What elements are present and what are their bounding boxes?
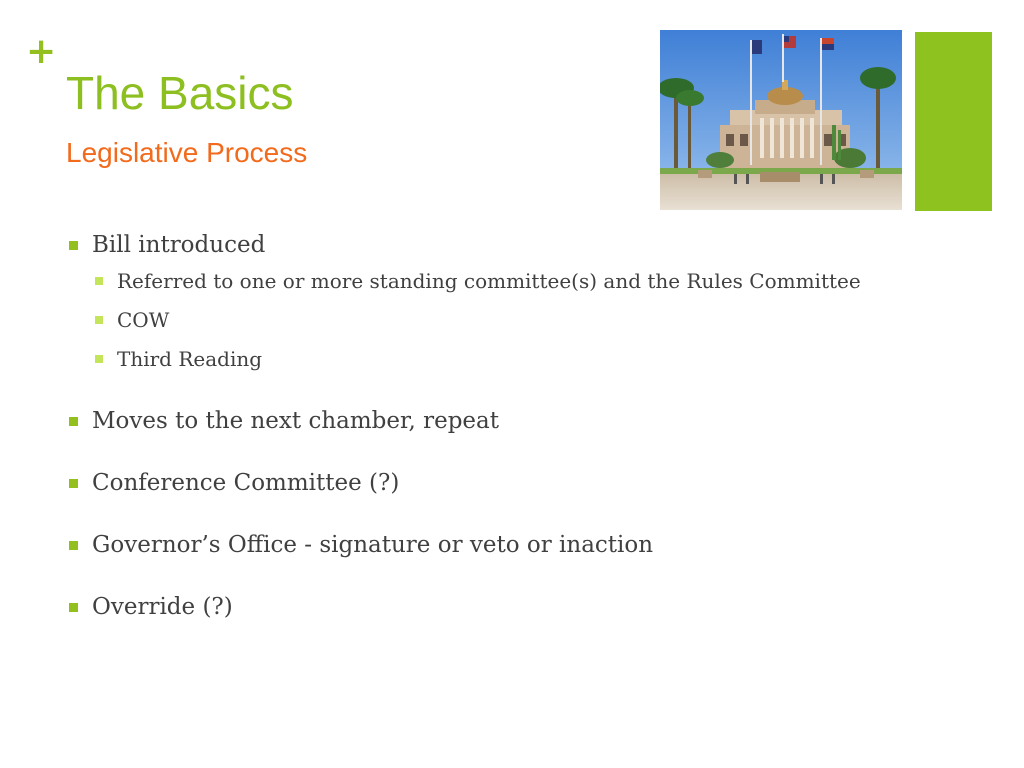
slide-subtitle: Legislative Process bbox=[66, 137, 308, 168]
bullet-list bbox=[68, 228, 948, 652]
bullet-square-icon bbox=[69, 417, 78, 426]
sub-list-item bbox=[92, 344, 877, 374]
bullet-square-icon bbox=[95, 316, 103, 324]
slide-title: The Basics bbox=[66, 67, 294, 119]
capitol-building-photo bbox=[660, 30, 902, 210]
list-item bbox=[68, 590, 948, 624]
list-item bbox=[68, 404, 948, 438]
sub-bullet-text: COW bbox=[117, 308, 170, 332]
list-item bbox=[68, 228, 948, 374]
bullet-square-icon bbox=[69, 541, 78, 550]
bullet-square-icon bbox=[69, 241, 78, 250]
sub-bullet-text: Referred to one or more standing committee(s) and the Rules Committee bbox=[117, 269, 861, 293]
bullet-square-icon bbox=[69, 603, 78, 612]
bullet-text: Bill introduced bbox=[92, 232, 266, 258]
accent-bar bbox=[915, 32, 992, 211]
sub-bullet-text: Third Reading bbox=[117, 347, 263, 371]
list-item bbox=[68, 466, 948, 500]
bullet-square-icon bbox=[95, 355, 103, 363]
plus-icon: + bbox=[26, 31, 57, 72]
bullet-text: Governor’s Office - signature or veto or inaction bbox=[92, 532, 654, 558]
bullet-square-icon bbox=[69, 479, 78, 488]
bullet-text: Moves to the next chamber, repeat bbox=[92, 408, 499, 434]
list-item bbox=[68, 528, 948, 562]
sub-list-item bbox=[92, 266, 877, 296]
bullet-text: Conference Committee (?) bbox=[92, 470, 400, 496]
bullet-square-icon bbox=[95, 277, 103, 285]
sub-list-item bbox=[92, 305, 877, 335]
bullet-text: Override (?) bbox=[92, 594, 233, 620]
